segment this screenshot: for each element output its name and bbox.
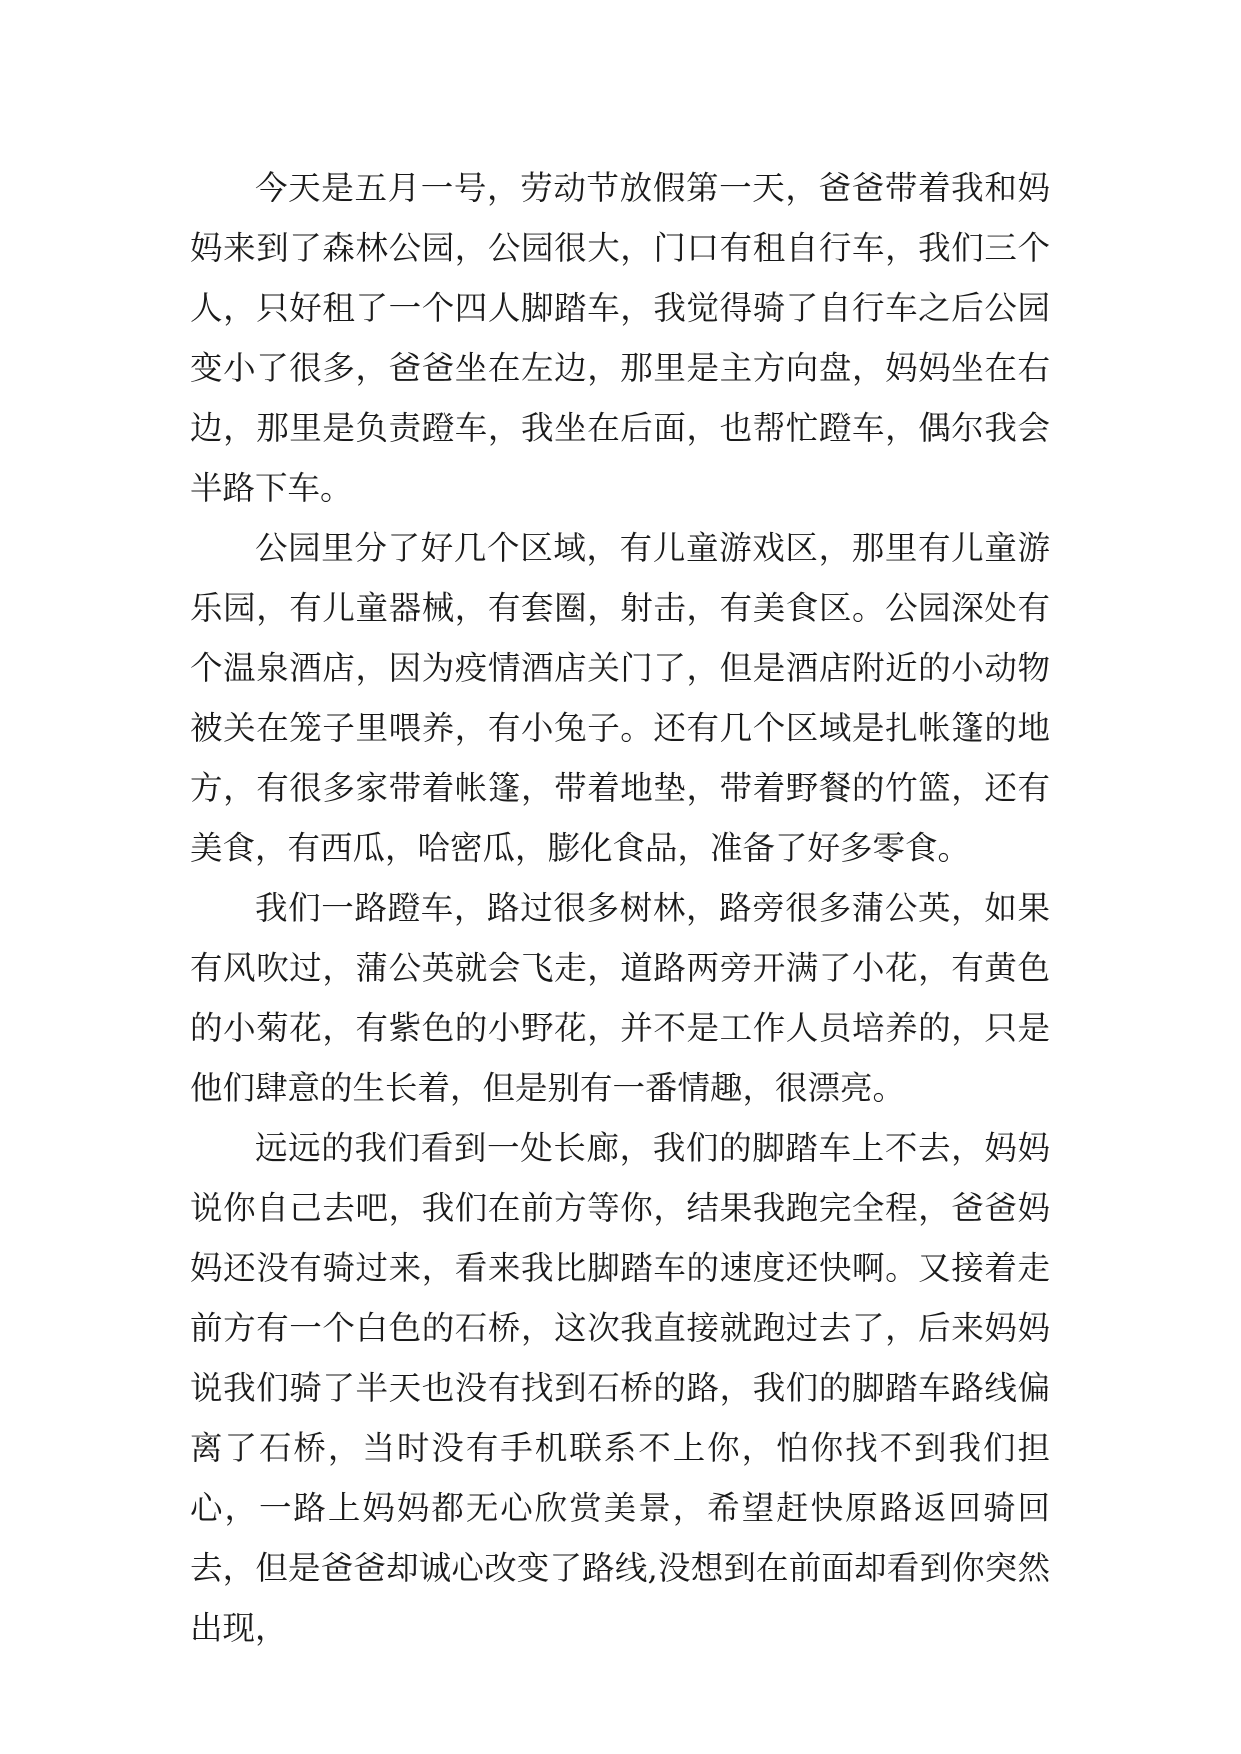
paragraph-3: 我们一路蹬车，路过很多树林，路旁很多蒲公英，如果有风吹过，蒲公英就会飞走，道路两旁开满了小花，有黄色的小菊花，有紫色的小野花，并不是工作人员培养的，只是他们肆意的生长着，但是别有一番情趣，很漂亮。 bbox=[190, 889, 1050, 1107]
paragraph-1: 今天是五月一号，劳动节放假第一天，爸爸带着我和妈妈来到了森林公园，公园很大，门口有租自行车，我们三个人，只好租了一个四人脚踏车，我觉得骑了自行车之后公园变小了很多，爸爸坐在左边，那里是主方向盘，妈妈坐在右边，那里是负责蹬车，我坐在后面，也帮忙蹬车，偶尔我会半路下车。 bbox=[190, 169, 1050, 507]
paragraph-2: 公园里分了好几个区域，有儿童游戏区，那里有儿童游乐园，有儿童器械，有套圈，射击，有美食区。公园深处有个温泉酒店，因为疫情酒店关门了，但是酒店附近的小动物被关在笼子里喂养，有小兔子。还有几个区域是扎帐篷的地方，有很多家带着帐篷，带着地垫，带着野餐的竹篮，还有美食，有西瓜，哈密瓜，膨化食品，准备了好多零食。 bbox=[190, 529, 1050, 867]
paragraph-4: 远远的我们看到一处长廊，我们的脚踏车上不去，妈妈说你自己去吧，我们在前方等你，结果我跑完全程，爸爸妈妈还没有骑过来，看来我比脚踏车的速度还快啊。又接着走前方有一个白色的石桥，这次我直接就跑过去了，后来妈妈说我们骑了半天也没有找到石桥的路，我们的脚踏车路线偏离了石桥，当时没有手机联系不上你，怕你找不到我们担心，一路上妈妈都无心欣赏美景，希望赶快原路返回骑回去，但是爸爸却诚心改变了路线,没想到在前面却看到你突然出现， bbox=[190, 1129, 1050, 1647]
essay-body bbox=[190, 158, 1050, 1658]
